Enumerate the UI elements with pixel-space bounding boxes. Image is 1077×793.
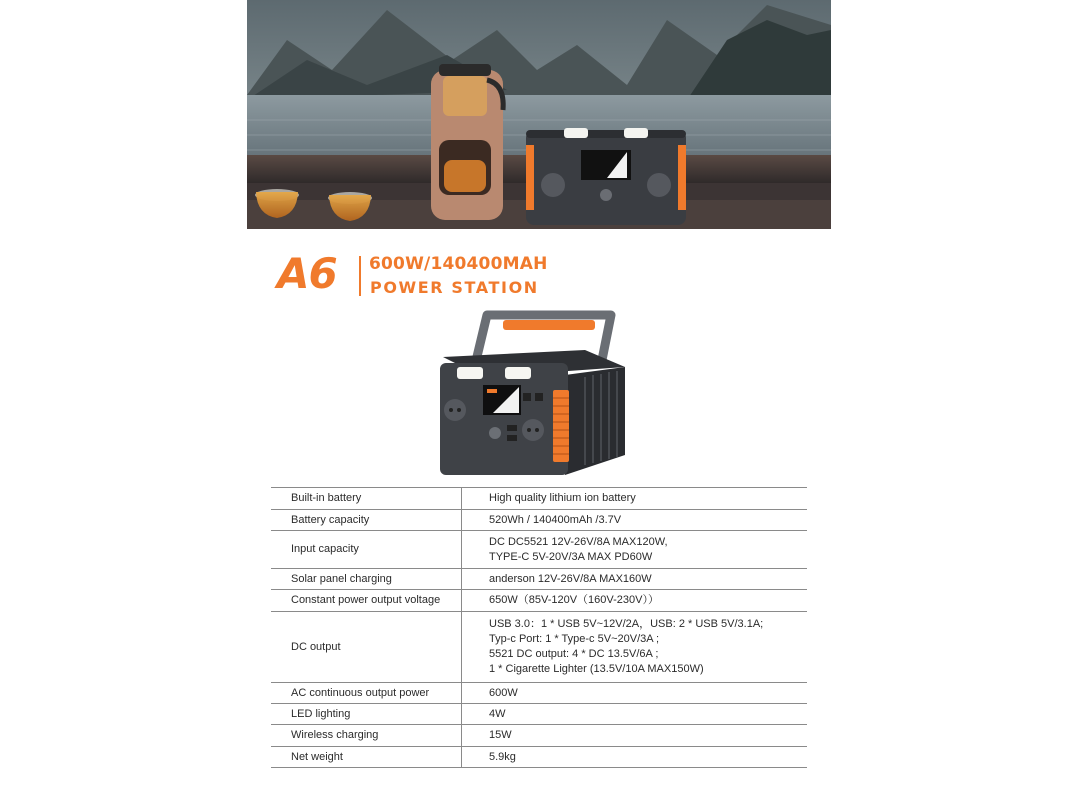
spec-value: 4W (462, 704, 808, 725)
table-row (271, 531, 807, 569)
spec-value: DC DC5521 12V-26V/8A MAX120W, TYPE-C 5V-20V/3A MAX PD60W (462, 531, 808, 569)
table-row (271, 683, 807, 704)
table-row (271, 704, 807, 725)
product-subtitle: POWER STATION (370, 278, 539, 297)
power-capacity-line: 600W/140400MAH (369, 254, 548, 274)
table-row (271, 590, 807, 612)
spec-label: AC continuous output power (291, 686, 430, 699)
spec-value: 5.9kg (462, 747, 808, 768)
spec-label: Wireless charging (291, 729, 379, 741)
table-row (271, 725, 807, 747)
table-row (271, 488, 807, 510)
spec-value: 15W (462, 725, 808, 747)
spec-value: USB 3.0：1 * USB 5V~12V/2A，USB: 2 * USB 5V/3.1A; Typ-c Port: 1 * Type-c 5V~20V/3A ; 5521 DC output: 4 * DC 13.5V/6A ; 1 * Cigarette Lighter (13.5V/10A MAX150W) (462, 612, 808, 683)
spec-value: 650W（85V-120V（160V-230V）） (462, 590, 808, 612)
spec-label: Battery capacity (291, 513, 370, 526)
table-row (271, 510, 807, 531)
spec-value: 520Wh / 140400mAh /3.7V (462, 510, 808, 531)
product-image (425, 305, 640, 480)
table-row (271, 569, 807, 590)
table-row (271, 612, 807, 683)
spec-label: DC output (291, 640, 341, 653)
spec-label: Built-in battery (291, 492, 362, 504)
spec-value: anderson 12V-26V/8A MAX160W (462, 569, 808, 590)
spec-value: 600W (462, 683, 808, 704)
spec-label: Constant power output voltage (291, 594, 441, 606)
spec-label: Solar panel charging (291, 572, 392, 585)
spec-table (271, 487, 807, 768)
spec-label: Net weight (291, 750, 343, 763)
spec-label: LED lighting (291, 707, 351, 720)
spec-value: High quality lithium ion battery (462, 488, 808, 510)
heading-divider (359, 256, 361, 296)
hero-photo (247, 0, 831, 229)
spec-label: Input capacity (291, 543, 359, 555)
model-name: A6 (277, 249, 337, 298)
table-row (271, 747, 807, 768)
